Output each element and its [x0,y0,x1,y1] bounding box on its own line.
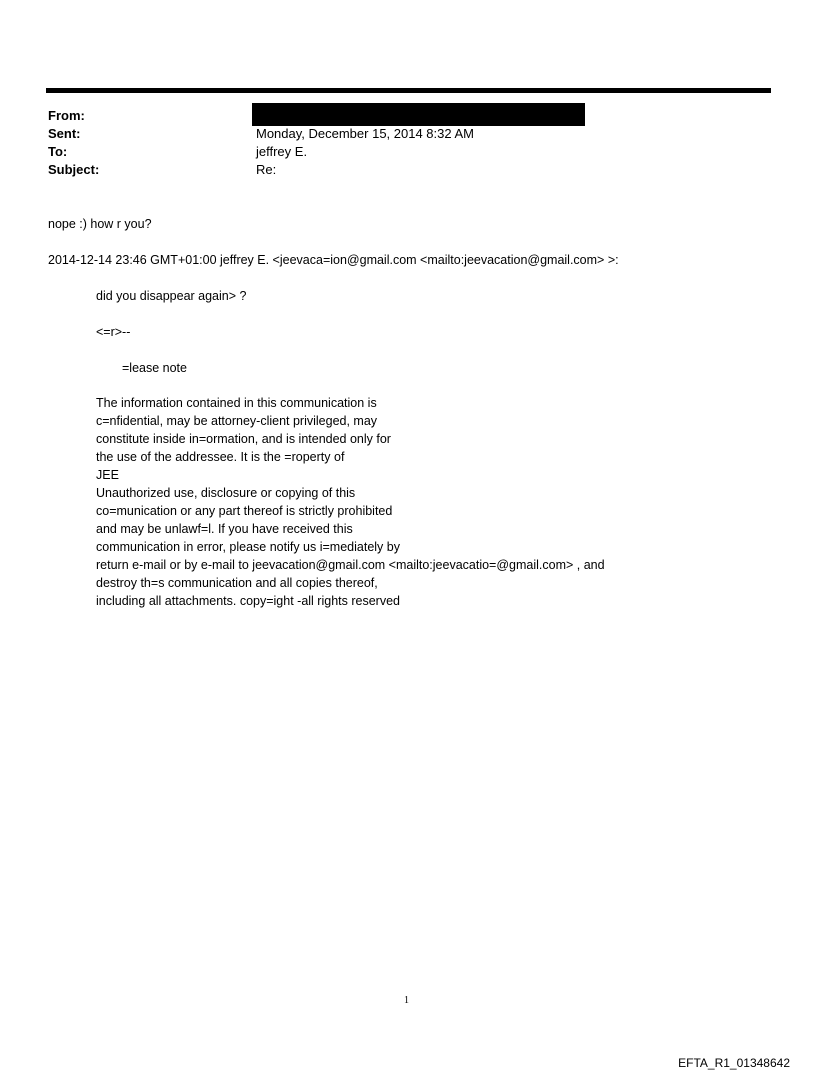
redaction-block [252,103,585,126]
disclaimer-line: including all attachments. copy=ight -all rights reserved [96,594,400,608]
page-number: 1 [404,995,409,1006]
quoted-marker: <=r>-- [96,325,131,339]
disclaimer-line: destroy th=s communication and all copies thereof, [96,576,378,590]
quoted-question: did you disappear again> ? [96,289,247,303]
disclaimer-line: c=nfidential, may be attorney-client privileged, may [96,414,378,428]
subject-label: Subject: [48,162,100,177]
to-value: jeffrey E. [256,144,308,159]
to-label: To: [48,144,68,159]
disclaimer-line: and may be unlawf=l. If you have received this [96,522,353,536]
document-id: EFTA_R1_01348642 [678,1056,790,1070]
disclaimer-line: communication in error, please notify us i=mediately by [96,540,400,554]
disclaimer-line: the use of the addressee. It is the =roperty of [96,450,345,464]
reply-text: nope :) how r you? [48,217,152,231]
disclaimer-line: constitute inside in=ormation, and is intended only for [96,432,391,446]
from-label: From: [48,108,85,123]
disclaimer-line: The information contained in this communication is [96,396,377,410]
disclaimer-line: co=munication or any part thereof is strictly prohibited [96,504,393,518]
disclaimer-line: Unauthorized use, disclosure or copying of this [96,486,356,500]
quote-header: 2014-12-14 23:46 GMT+01:00 jeffrey E. <jeevaca=ion@gmail.com <mailto:jeevacation@gmail.com> >: [48,253,619,267]
subject-value: Re: [256,162,277,177]
sent-label: Sent: [48,126,81,141]
header-rule [46,88,771,93]
disclaimer-line: return e-mail or by e-mail to jeevacation@gmail.com <mailto:jeevacatio=@gmail.com> , and [96,558,605,572]
sent-value: Monday, December 15, 2014 8:32 AM [256,126,474,141]
disclaimer-line: JEE [96,468,119,482]
disclaimer-paragraph [96,394,605,610]
please-note: =lease note [122,361,187,375]
